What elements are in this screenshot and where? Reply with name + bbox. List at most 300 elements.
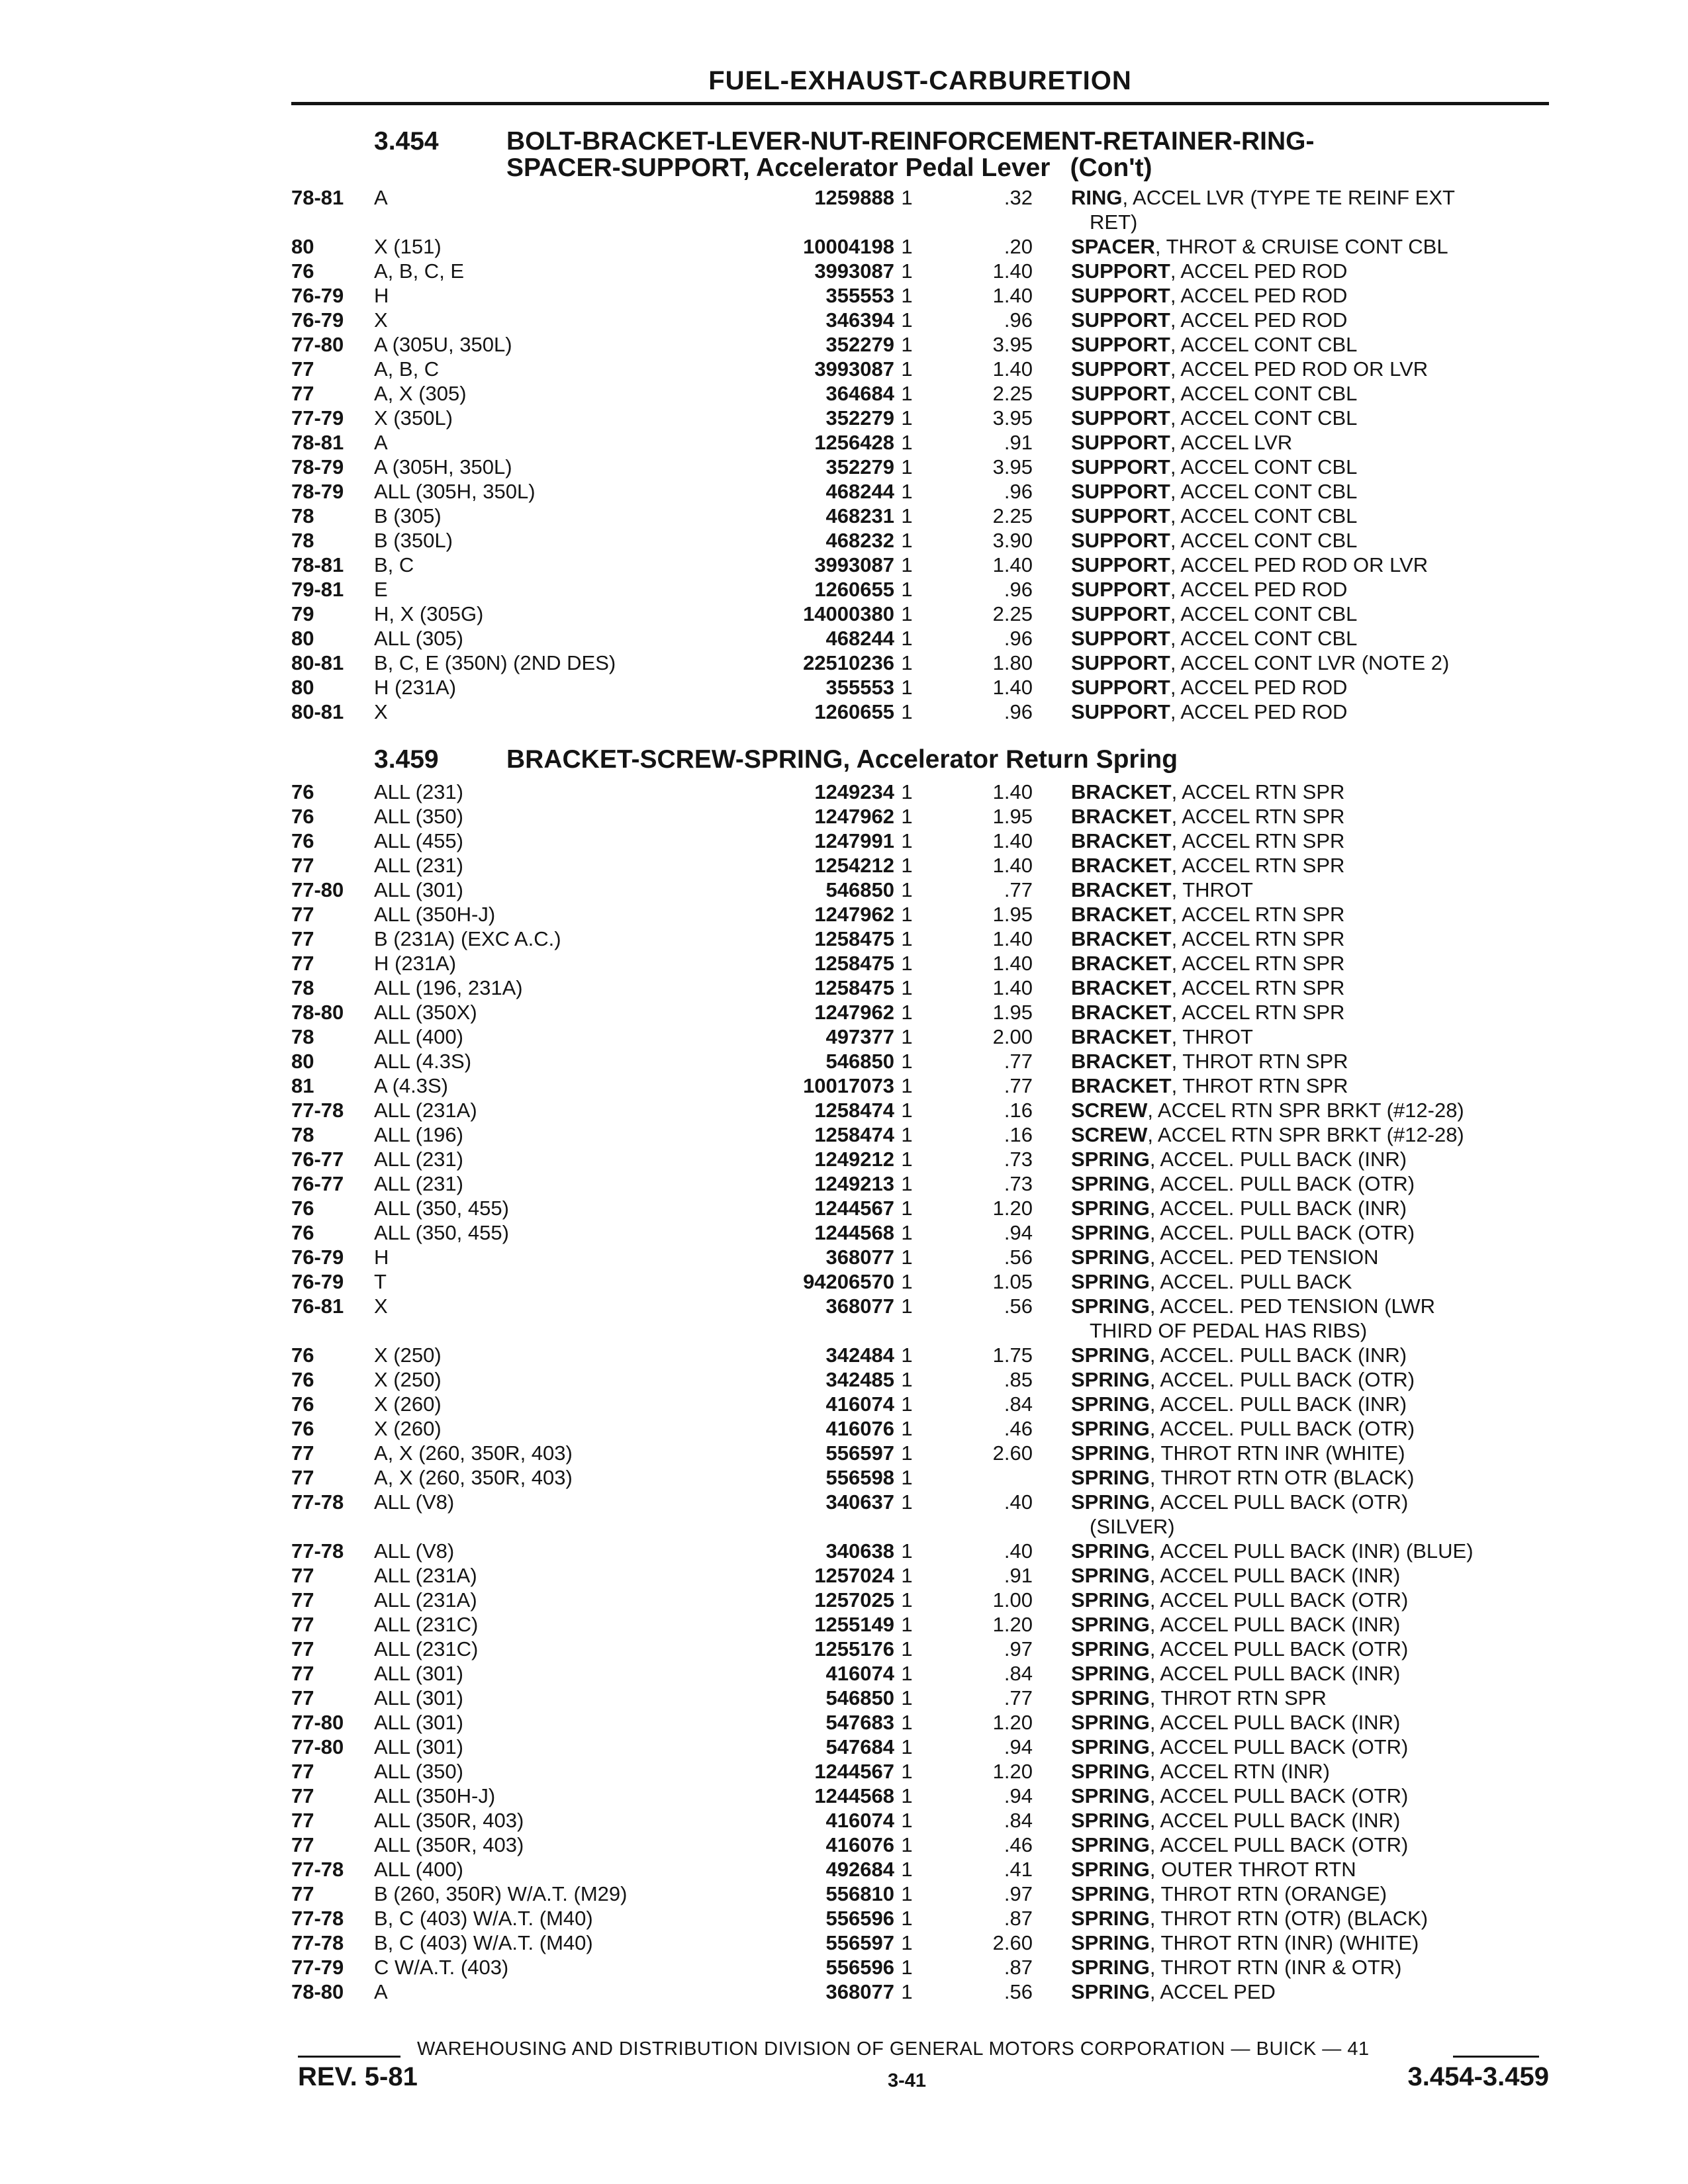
description-line: SPRING, THROT RTN OTR (BLACK) <box>1071 1466 1415 1489</box>
description-cell <box>1071 1588 1548 1612</box>
table-row <box>291 259 1549 283</box>
description-cell <box>1071 1000 1548 1024</box>
model-cell: A, B, C, E <box>374 259 465 283</box>
quantity-cell: 1 <box>901 1735 913 1758</box>
model-cell: B, C, E (350N) (2ND DES) <box>374 651 616 674</box>
model-cell: ALL (350) <box>374 1760 463 1783</box>
table-row <box>291 1686 1549 1710</box>
price-cell: .77 <box>1004 1686 1033 1709</box>
quantity-cell: 1 <box>901 186 913 209</box>
description-line: SPRING, ACCEL. PULL BACK (INR) <box>1071 1392 1407 1416</box>
description-cell <box>1071 700 1548 724</box>
year-cell: 77-80 <box>291 1711 344 1734</box>
part-number-cell: 416076 <box>715 1833 894 1857</box>
price-cell: 1.40 <box>992 829 1033 852</box>
part-number-cell: 1258475 <box>715 976 894 1000</box>
year-cell: 77 <box>291 1564 314 1587</box>
quantity-cell: 1 <box>901 1074 913 1097</box>
description-line: SPRING, ACCEL PULL BACK (INR) <box>1071 1613 1401 1636</box>
description-line: SPRING, ACCEL PULL BACK (INR) <box>1071 1809 1401 1832</box>
part-number-cell: 556597 <box>715 1441 894 1465</box>
model-cell: ALL (305) <box>374 627 463 650</box>
model-cell: ALL (V8) <box>374 1490 455 1514</box>
table-row <box>291 1882 1549 1906</box>
year-cell: 77 <box>291 1833 314 1856</box>
quantity-cell: 1 <box>901 829 913 852</box>
quantity-cell: 1 <box>901 627 913 650</box>
quantity-cell: 1 <box>901 1662 913 1685</box>
quantity-cell: 1 <box>901 1637 913 1661</box>
description-line: BRACKET, ACCEL RTN SPR <box>1071 780 1345 803</box>
model-cell: ALL (301) <box>374 1662 463 1685</box>
part-number-cell: 3993087 <box>715 357 894 381</box>
description-line: SUPPORT, ACCEL PED ROD <box>1071 308 1348 332</box>
table-row <box>291 804 1549 829</box>
year-cell: 78-81 <box>291 186 344 209</box>
model-cell: H <box>374 284 389 307</box>
model-cell: X <box>374 700 388 723</box>
description-cell <box>1071 1294 1548 1343</box>
part-number-cell: 556598 <box>715 1465 894 1490</box>
price-cell: .91 <box>1004 431 1033 454</box>
part-number-cell: 368077 <box>715 1294 894 1318</box>
year-cell: 77 <box>291 927 314 950</box>
year-cell: 80 <box>291 676 314 699</box>
description-line: SPRING, THROT RTN (INR & OTR) <box>1071 1956 1402 1979</box>
part-number-cell: 3993087 <box>715 259 894 283</box>
description-line: SUPPORT, ACCEL LVR <box>1071 431 1293 454</box>
description-line: SPRING, ACCEL. PULL BACK (INR) <box>1071 1343 1407 1367</box>
part-number-cell: 468244 <box>715 479 894 504</box>
description-cell <box>1071 577 1548 602</box>
model-cell: ALL (455) <box>374 829 463 852</box>
table-row <box>291 1269 1549 1294</box>
part-number-cell: 364684 <box>715 381 894 406</box>
description-line: SPRING, THROT RTN SPR <box>1071 1686 1327 1709</box>
description-cell <box>1071 976 1548 1000</box>
part-number-cell: 1257025 <box>715 1588 894 1612</box>
price-cell: 1.40 <box>992 284 1033 307</box>
model-cell: ALL (301) <box>374 1711 463 1734</box>
description-line: SUPPORT, ACCEL PED ROD <box>1071 578 1348 601</box>
year-cell: 77 <box>291 1662 314 1685</box>
description-line: BRACKET, ACCEL RTN SPR <box>1071 952 1345 975</box>
price-cell: 1.20 <box>992 1760 1033 1783</box>
quantity-cell: 1 <box>901 927 913 950</box>
price-cell: 1.40 <box>992 553 1033 576</box>
model-cell: X (250) <box>374 1368 442 1391</box>
part-number-cell: 556810 <box>715 1882 894 1906</box>
description-cell <box>1071 780 1548 804</box>
price-cell: .94 <box>1004 1784 1033 1807</box>
model-cell: A (305U, 350L) <box>374 333 512 356</box>
description-cell <box>1071 1759 1548 1784</box>
part-number-cell: 468231 <box>715 504 894 528</box>
description-line: SPRING, ACCEL PULL BACK (INR) <box>1071 1662 1401 1685</box>
model-cell: ALL (231) <box>374 780 463 803</box>
description-cell <box>1071 1686 1548 1710</box>
description-cell <box>1071 1171 1548 1196</box>
year-cell: 76 <box>291 1392 314 1416</box>
model-cell: ALL (350R, 403) <box>374 1833 524 1856</box>
description-cell <box>1071 902 1548 927</box>
quantity-cell: 1 <box>901 455 913 478</box>
price-cell: .56 <box>1004 1246 1033 1269</box>
price-cell: 1.40 <box>992 854 1033 877</box>
description-cell <box>1071 804 1548 829</box>
price-cell: .73 <box>1004 1148 1033 1171</box>
description-cell <box>1071 1784 1548 1808</box>
part-number-cell: 546850 <box>715 1686 894 1710</box>
price-cell: 1.00 <box>992 1588 1033 1612</box>
quantity-cell: 1 <box>901 259 913 283</box>
table-row <box>291 878 1549 902</box>
quantity-cell: 1 <box>901 780 913 803</box>
year-cell: 76-79 <box>291 284 344 307</box>
price-cell: 1.95 <box>992 903 1033 926</box>
part-number-cell: 492684 <box>715 1857 894 1882</box>
quantity-cell: 1 <box>901 553 913 576</box>
part-number-cell: 352279 <box>715 332 894 357</box>
table-row <box>291 1661 1549 1686</box>
quantity-cell: 1 <box>901 382 913 405</box>
part-number-cell: 497377 <box>715 1024 894 1049</box>
price-cell: .96 <box>1004 627 1033 650</box>
year-cell: 78-81 <box>291 431 344 454</box>
part-number-cell: 1255149 <box>715 1612 894 1637</box>
price-cell: 1.40 <box>992 259 1033 283</box>
description-line: SPRING, ACCEL. PULL BACK (OTR) <box>1071 1221 1415 1244</box>
quantity-cell: 1 <box>901 854 913 877</box>
description-cell <box>1071 829 1548 853</box>
year-cell: 76-77 <box>291 1172 344 1195</box>
table-row <box>291 504 1549 528</box>
model-cell: ALL (4.3S) <box>374 1050 472 1073</box>
table-row <box>291 1612 1549 1637</box>
description-cell <box>1071 1906 1548 1931</box>
description-line: SPRING, ACCEL PULL BACK (INR) <box>1071 1711 1401 1734</box>
description-line: BRACKET, THROT RTN SPR <box>1071 1050 1348 1073</box>
description-line: BRACKET, ACCEL RTN SPR <box>1071 829 1345 852</box>
description-cell <box>1071 332 1548 357</box>
price-cell: 2.60 <box>992 1441 1033 1465</box>
year-cell: 78 <box>291 504 314 527</box>
description-cell <box>1071 430 1548 455</box>
year-cell: 77 <box>291 1441 314 1465</box>
part-number-cell: 355553 <box>715 675 894 700</box>
model-cell: A <box>374 1980 388 2003</box>
price-cell: .94 <box>1004 1221 1033 1244</box>
table-row <box>291 1735 1549 1759</box>
year-cell: 77-78 <box>291 1907 344 1930</box>
description-line: SPRING, ACCEL. PULL BACK (INR) <box>1071 1197 1407 1220</box>
model-cell: T <box>374 1270 387 1293</box>
table-row <box>291 185 1549 234</box>
price-cell: .40 <box>1004 1490 1033 1514</box>
model-cell: C W/A.T. (403) <box>374 1956 509 1979</box>
quantity-cell: 1 <box>901 976 913 999</box>
quantity-cell: 1 <box>901 1001 913 1024</box>
model-cell: A <box>374 431 388 454</box>
description-cell <box>1071 927 1548 951</box>
description-cell <box>1071 1735 1548 1759</box>
year-cell: 78 <box>291 1025 314 1048</box>
model-cell: B, C (403) W/A.T. (M40) <box>374 1907 593 1930</box>
table-row <box>291 1906 1549 1931</box>
description-line: BRACKET, ACCEL RTN SPR <box>1071 976 1345 999</box>
price-cell: .32 <box>1004 186 1033 209</box>
model-cell: X <box>374 1295 388 1318</box>
quantity-cell: 1 <box>901 406 913 430</box>
description-cell <box>1071 1808 1548 1833</box>
table-row <box>291 651 1549 675</box>
price-cell: .16 <box>1004 1099 1033 1122</box>
description-line: SPRING, ACCEL PULL BACK (INR) (BLUE) <box>1071 1539 1474 1563</box>
price-cell: .77 <box>1004 878 1033 901</box>
quantity-cell: 1 <box>901 1833 913 1856</box>
year-cell: 77-78 <box>291 1539 344 1563</box>
part-number-cell: 1244568 <box>715 1220 894 1245</box>
year-cell: 78 <box>291 976 314 999</box>
part-number-cell: 1260655 <box>715 700 894 724</box>
price-cell: .96 <box>1004 700 1033 723</box>
model-cell: A, X (260, 350R, 403) <box>374 1466 573 1489</box>
quantity-cell: 1 <box>901 1784 913 1807</box>
description-line: SUPPORT, ACCEL CONT CBL <box>1071 504 1358 527</box>
part-number-cell: 10017073 <box>715 1073 894 1098</box>
description-cell <box>1071 1931 1548 1955</box>
section-number: 3.459 <box>374 745 439 774</box>
part-number-cell: 416076 <box>715 1416 894 1441</box>
year-cell: 76-77 <box>291 1148 344 1171</box>
part-number-cell: 1254212 <box>715 853 894 878</box>
description-cell <box>1071 651 1548 675</box>
part-number-cell: 1244567 <box>715 1196 894 1220</box>
price-cell: 2.25 <box>992 504 1033 527</box>
table-row <box>291 577 1549 602</box>
description-line: SUPPORT, ACCEL PED ROD <box>1071 676 1348 699</box>
part-number-cell: 3993087 <box>715 553 894 577</box>
description-line: SUPPORT, ACCEL PED ROD OR LVR <box>1071 357 1429 381</box>
model-cell: ALL (305H, 350L) <box>374 480 536 503</box>
description-line: SUPPORT, ACCEL CONT CBL <box>1071 455 1358 478</box>
quantity-cell: 1 <box>901 1686 913 1709</box>
year-cell: 76 <box>291 829 314 852</box>
part-number-cell: 468244 <box>715 626 894 651</box>
description-continuation: (SILVER) <box>1090 1515 1175 1538</box>
part-number-cell: 1247962 <box>715 804 894 829</box>
table-row <box>291 1784 1549 1808</box>
model-cell: B (350L) <box>374 529 453 552</box>
model-cell: X (350L) <box>374 406 453 430</box>
quantity-cell: 1 <box>901 1392 913 1416</box>
description-line: SPRING, THROT RTN (OTR) (BLACK) <box>1071 1907 1429 1930</box>
model-cell: ALL (350, 455) <box>374 1221 509 1244</box>
description-cell <box>1071 1049 1548 1073</box>
table-row <box>291 1000 1549 1024</box>
description-cell <box>1071 1343 1548 1367</box>
section-title-line2-wrap <box>374 155 1552 181</box>
description-cell <box>1071 626 1548 651</box>
price-cell: .41 <box>1004 1858 1033 1881</box>
quantity-cell: 1 <box>901 431 913 454</box>
description-cell <box>1071 357 1548 381</box>
quantity-cell: 1 <box>901 1295 913 1318</box>
description-line: SPRING, ACCEL. PULL BACK <box>1071 1270 1352 1293</box>
part-number-cell: 94206570 <box>715 1269 894 1294</box>
year-cell: 76 <box>291 1417 314 1440</box>
quantity-cell: 1 <box>901 1099 913 1122</box>
description-continuation: RET) <box>1090 210 1138 234</box>
year-cell: 77-78 <box>291 1099 344 1122</box>
model-cell: ALL (350H-J) <box>374 1784 496 1807</box>
model-cell: B (231A) (EXC A.C.) <box>374 927 561 950</box>
description-line: SUPPORT, ACCEL PED ROD <box>1071 700 1348 723</box>
year-cell: 80 <box>291 1050 314 1073</box>
price-cell: 3.95 <box>992 455 1033 478</box>
description-cell <box>1071 1073 1548 1098</box>
description-line: SUPPORT, ACCEL CONT CBL <box>1071 602 1358 625</box>
description-cell <box>1071 504 1548 528</box>
year-cell: 77 <box>291 1882 314 1905</box>
description-cell <box>1071 853 1548 878</box>
section-title-line1: BRACKET-SCREW-SPRING <box>506 745 843 774</box>
table-row <box>291 357 1549 381</box>
description-line: BRACKET, ACCEL RTN SPR <box>1071 854 1345 877</box>
quantity-cell: 1 <box>901 1882 913 1905</box>
price-cell: 1.95 <box>992 805 1033 828</box>
price-cell: .20 <box>1004 235 1033 258</box>
part-number-cell: 416074 <box>715 1392 894 1416</box>
description-line: BRACKET, ACCEL RTN SPR <box>1071 805 1345 828</box>
quantity-cell: 1 <box>901 1025 913 1048</box>
year-cell: 77-78 <box>291 1858 344 1881</box>
part-number-cell: 547684 <box>715 1735 894 1759</box>
part-number-cell: 346394 <box>715 308 894 332</box>
description-cell <box>1071 1122 1548 1147</box>
table-row <box>291 234 1549 259</box>
year-cell: 77 <box>291 854 314 877</box>
description-line: SUPPORT, ACCEL PED ROD <box>1071 284 1348 307</box>
part-number-cell: 556597 <box>715 1931 894 1955</box>
quantity-cell: 1 <box>901 1441 913 1465</box>
description-cell <box>1071 1416 1548 1441</box>
description-cell <box>1071 878 1548 902</box>
year-cell: 77 <box>291 1809 314 1832</box>
model-cell: ALL (231C) <box>374 1613 479 1636</box>
price-cell: .46 <box>1004 1417 1033 1440</box>
price-cell: .40 <box>1004 1539 1033 1563</box>
model-cell: ALL (301) <box>374 878 463 901</box>
part-number-cell: 546850 <box>715 878 894 902</box>
model-cell: ALL (V8) <box>374 1539 455 1563</box>
table-row <box>291 1759 1549 1784</box>
price-cell: .96 <box>1004 578 1033 601</box>
description-cell <box>1071 1392 1548 1416</box>
year-cell: 77-80 <box>291 333 344 356</box>
model-cell: X <box>374 308 388 332</box>
description-cell <box>1071 528 1548 553</box>
description-cell <box>1071 1882 1548 1906</box>
price-cell: .94 <box>1004 1735 1033 1758</box>
price-cell: .87 <box>1004 1907 1033 1930</box>
section-title-line1: BOLT-BRACKET-LEVER-NUT-REINFORCEMENT-RETAINER-RING- <box>506 127 1315 156</box>
table-row <box>291 1196 1549 1220</box>
price-cell: 1.40 <box>992 780 1033 803</box>
model-cell: B (305) <box>374 504 442 527</box>
section-range: 3.454-3.459 <box>1407 2062 1549 2091</box>
table-row <box>291 602 1549 626</box>
description-line: SPRING, ACCEL. PULL BACK (OTR) <box>1071 1368 1415 1391</box>
description-cell <box>1071 283 1548 308</box>
price-cell: 1.40 <box>992 952 1033 975</box>
model-cell: ALL (231C) <box>374 1637 479 1661</box>
quantity-cell: 1 <box>901 1760 913 1783</box>
description-cell <box>1071 602 1548 626</box>
table-row <box>291 1245 1549 1269</box>
year-cell: 76 <box>291 1197 314 1220</box>
table-row <box>291 1441 1549 1465</box>
table-row <box>291 1637 1549 1661</box>
description-cell <box>1071 951 1548 976</box>
table-row <box>291 951 1549 976</box>
description-continuation: THIRD OF PEDAL HAS RIBS) <box>1090 1319 1368 1342</box>
description-line: SPRING, ACCEL PED <box>1071 1980 1276 2003</box>
section-title-3454 <box>374 128 1552 181</box>
model-cell: A, X (305) <box>374 382 467 405</box>
table-row <box>291 853 1549 878</box>
quantity-cell: 1 <box>901 952 913 975</box>
description-line: SPRING, ACCEL PULL BACK (INR) <box>1071 1564 1401 1587</box>
part-number-cell: 416074 <box>715 1661 894 1686</box>
description-line: BRACKET, ACCEL RTN SPR <box>1071 1001 1345 1024</box>
year-cell: 76 <box>291 259 314 283</box>
section-subtitle: , Accelerator Pedal Lever <box>742 154 1051 182</box>
year-cell: 77 <box>291 903 314 926</box>
quantity-cell: 1 <box>901 903 913 926</box>
quantity-cell: 1 <box>901 1588 913 1612</box>
table-row <box>291 1098 1549 1122</box>
description-line: BRACKET, ACCEL RTN SPR <box>1071 927 1345 950</box>
model-cell: ALL (350H-J) <box>374 903 496 926</box>
price-cell: .84 <box>1004 1662 1033 1685</box>
year-cell: 77 <box>291 1588 314 1612</box>
quantity-cell: 1 <box>901 1858 913 1881</box>
description-line: SPRING, ACCEL RTN (INR) <box>1071 1760 1331 1783</box>
model-cell: B, C <box>374 553 414 576</box>
description-cell <box>1071 1024 1548 1049</box>
quantity-cell: 1 <box>901 1343 913 1367</box>
price-cell: .85 <box>1004 1368 1033 1391</box>
model-cell: A <box>374 186 388 209</box>
model-cell: ALL (231) <box>374 1148 463 1171</box>
description-line: SPRING, THROT RTN INR (WHITE) <box>1071 1441 1405 1465</box>
price-cell: 2.25 <box>992 602 1033 625</box>
model-cell: ALL (400) <box>374 1858 463 1881</box>
quantity-cell: 1 <box>901 1417 913 1440</box>
price-cell: .96 <box>1004 308 1033 332</box>
description-line: SPRING, ACCEL. PED TENSION (LWR <box>1071 1295 1436 1318</box>
part-number-cell: 342484 <box>715 1343 894 1367</box>
quantity-cell: 1 <box>901 357 913 381</box>
quantity-cell: 1 <box>901 1980 913 2003</box>
quantity-cell: 1 <box>901 1221 913 1244</box>
year-cell: 77 <box>291 952 314 975</box>
model-cell: E <box>374 578 388 601</box>
model-cell: ALL (301) <box>374 1735 463 1758</box>
part-number-cell: 368077 <box>715 1979 894 2004</box>
model-cell: B, C (403) W/A.T. (M40) <box>374 1931 593 1954</box>
